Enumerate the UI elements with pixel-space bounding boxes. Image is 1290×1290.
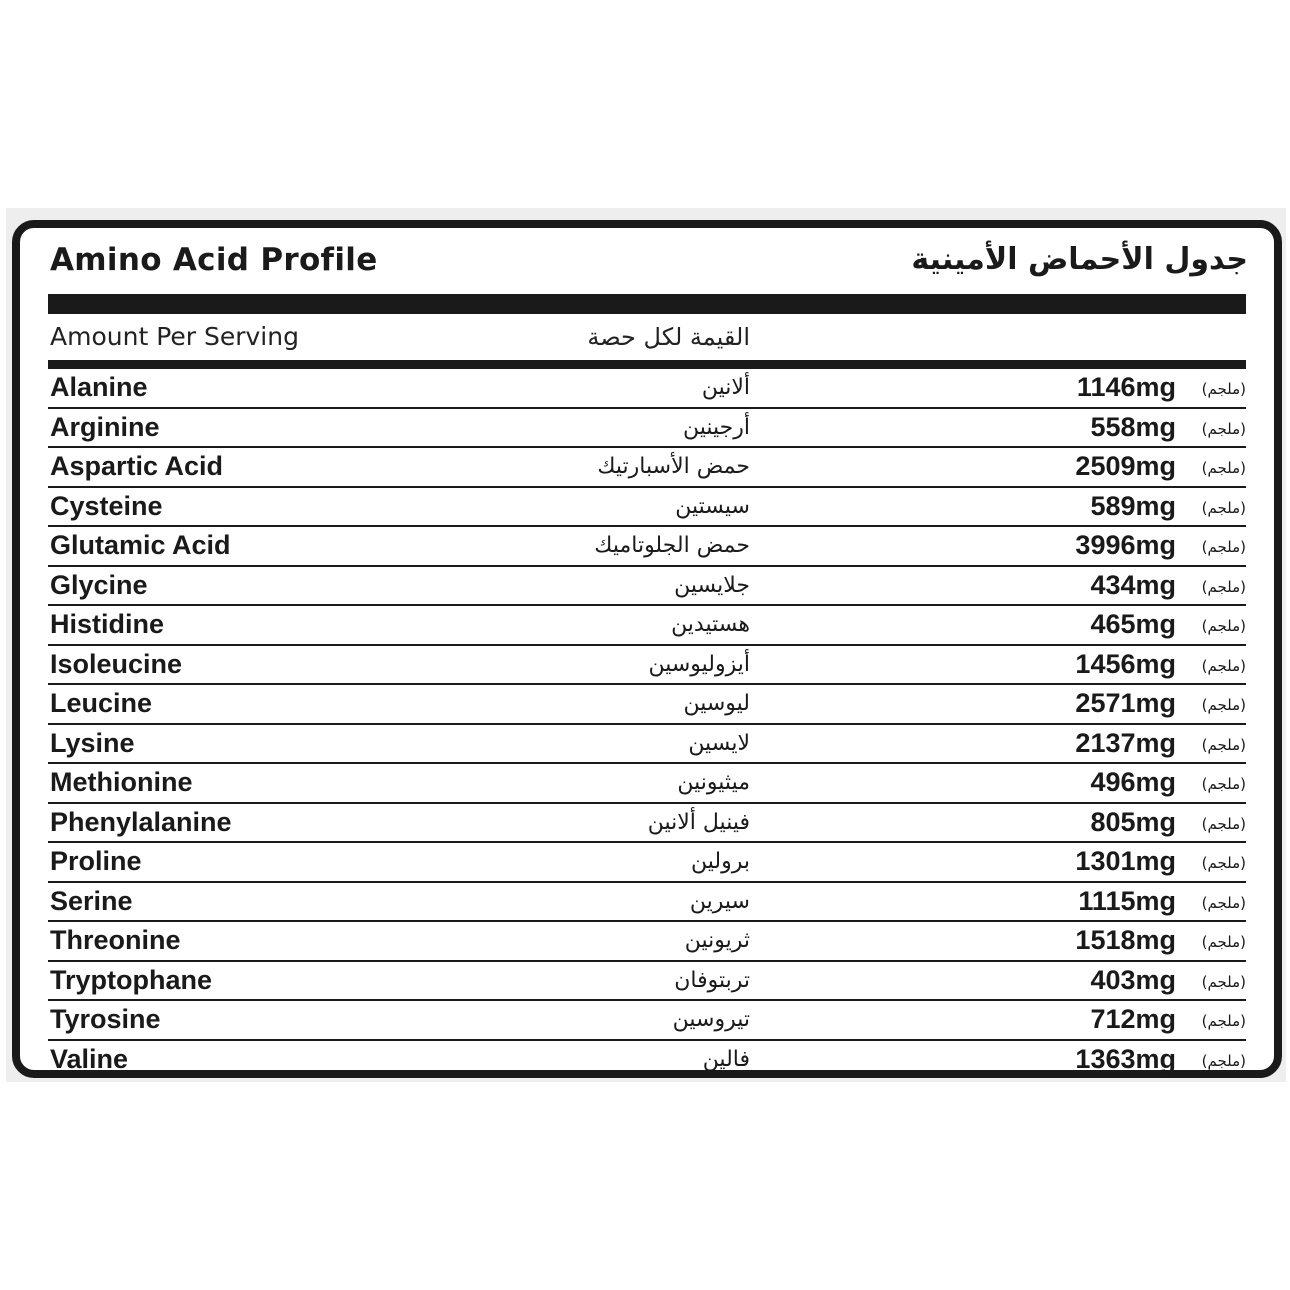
amount-unit-arabic: (ملجم) xyxy=(1201,459,1246,477)
amino-acid-name-english: Lysine xyxy=(50,727,135,758)
serving-label-arabic: القيمة لكل حصة xyxy=(587,323,750,351)
amino-acid-name-arabic: حمض الجلوتاميك xyxy=(594,533,750,558)
amino-acid-name-arabic: أرجينين xyxy=(683,414,750,440)
amino-acid-name-arabic: سيرين xyxy=(689,888,750,914)
header-divider-medium xyxy=(48,360,1246,369)
amino-acid-name-arabic: أيزوليوسين xyxy=(648,651,750,677)
amino-acid-name-arabic: لايسين xyxy=(688,730,750,756)
table-row xyxy=(48,567,1246,607)
amino-acid-name-arabic: برولين xyxy=(691,849,750,874)
table-row xyxy=(48,488,1246,528)
table-row xyxy=(48,409,1246,449)
amino-acid-name-english: Glutamic Acid xyxy=(50,530,231,560)
amino-acid-name-english: Alanine xyxy=(50,372,148,402)
amino-acid-name-arabic: ألانين xyxy=(701,375,750,400)
table-row xyxy=(48,843,1246,883)
amino-acid-name-english: Proline xyxy=(50,846,142,876)
amino-acid-amount: 1115mg xyxy=(1078,885,1176,916)
serving-label-english: Amount Per Serving xyxy=(50,322,299,351)
amino-acid-name-english: Arginine xyxy=(50,411,160,442)
table-row xyxy=(48,962,1246,1002)
amino-acid-name-english: Tyrosine xyxy=(50,1004,161,1034)
amount-unit-arabic: (ملجم) xyxy=(1201,538,1246,556)
amino-acid-amount: 1456mg xyxy=(1075,648,1176,679)
amino-acid-name-english: Cysteine xyxy=(50,490,163,521)
table-row xyxy=(48,922,1246,962)
amino-acid-amount: 805mg xyxy=(1090,806,1176,837)
amount-unit-arabic: (ملجم) xyxy=(1201,656,1246,675)
amino-acid-amount: 2571mg xyxy=(1075,688,1176,718)
header-divider-thick xyxy=(48,294,1246,314)
amino-acid-amount: 3996mg xyxy=(1075,530,1176,560)
amino-acid-amount: 558mg xyxy=(1090,411,1176,442)
amount-unit-arabic: (ملجم) xyxy=(1201,498,1246,517)
amount-unit-arabic: (ملجم) xyxy=(1201,775,1246,793)
amino-acid-amount: 1363mg xyxy=(1075,1043,1176,1074)
amino-acid-name-arabic: جلايسين xyxy=(674,572,750,598)
amino-acid-amount: 496mg xyxy=(1090,767,1176,797)
amino-acid-amount: 712mg xyxy=(1090,1004,1176,1034)
amino-acid-name-english: Valine xyxy=(50,1043,129,1074)
amino-acid-profile-table xyxy=(12,220,1282,1078)
amino-acid-name-arabic: ثريونين xyxy=(684,928,750,953)
amino-acid-amount: 1518mg xyxy=(1075,925,1176,955)
amino-acid-amount: 2137mg xyxy=(1075,727,1176,758)
amino-acid-name-english: Aspartic Acid xyxy=(50,451,224,481)
table-title-english: Amino Acid Profile xyxy=(50,242,378,278)
amount-unit-arabic: (ملجم) xyxy=(1201,854,1246,872)
amino-acid-name-english: Glycine xyxy=(50,569,148,600)
amino-acid-amount: 1146mg xyxy=(1076,372,1176,402)
amino-acid-name-arabic: هستيدين xyxy=(671,612,750,637)
table-row xyxy=(48,883,1246,923)
amino-acid-name-arabic: سيستين xyxy=(675,493,750,519)
amount-unit-arabic: (ملجم) xyxy=(1201,972,1246,991)
amino-acid-name-english: Leucine xyxy=(50,688,153,718)
amino-acid-amount: 1301mg xyxy=(1075,846,1176,876)
amount-unit-arabic: (ملجم) xyxy=(1201,814,1246,833)
amino-acid-rows xyxy=(48,369,1246,1080)
amino-acid-amount: 465mg xyxy=(1090,609,1176,639)
amount-unit-arabic: (ملجم) xyxy=(1201,1051,1246,1070)
table-row xyxy=(48,1001,1246,1041)
amount-unit-arabic: (ملجم) xyxy=(1201,893,1246,912)
amino-acid-name-english: Isoleucine xyxy=(50,648,183,679)
table-title-arabic: جدول الأحماض الأمينية xyxy=(911,242,1248,277)
amino-acid-amount: 434mg xyxy=(1090,569,1176,600)
table-row xyxy=(48,448,1246,488)
amino-acid-name-english: Phenylalanine xyxy=(50,806,232,837)
table-row xyxy=(48,646,1246,686)
amount-unit-arabic: (ملجم) xyxy=(1201,1012,1246,1030)
amino-acid-name-english: Threonine xyxy=(50,925,181,955)
amino-acid-name-arabic: حمض الأسبارتيك xyxy=(597,454,750,479)
amino-acid-name-english: Serine xyxy=(50,885,133,916)
amino-acid-amount: 403mg xyxy=(1090,964,1176,995)
amount-unit-arabic: (ملجم) xyxy=(1201,735,1246,754)
table-row xyxy=(48,606,1246,646)
table-row xyxy=(48,369,1246,409)
amino-acid-name-arabic: فالين xyxy=(702,1046,750,1072)
table-row xyxy=(48,804,1246,844)
amino-acid-name-english: Tryptophane xyxy=(50,964,213,995)
amino-acid-amount: 2509mg xyxy=(1075,451,1176,481)
amount-unit-arabic: (ملجم) xyxy=(1201,419,1246,438)
amount-unit-arabic: (ملجم) xyxy=(1201,696,1246,714)
table-row xyxy=(48,527,1246,567)
amino-acid-name-arabic: فينيل ألانين xyxy=(647,809,750,835)
table-row xyxy=(48,685,1246,725)
table-row xyxy=(48,764,1246,804)
amino-acid-name-arabic: ميثيونين xyxy=(677,770,750,795)
table-row xyxy=(48,725,1246,765)
amount-unit-arabic: (ملجم) xyxy=(1201,577,1246,596)
amino-acid-name-english: Histidine xyxy=(50,609,165,639)
amino-acid-name-arabic: ليوسين xyxy=(683,691,750,716)
table-row xyxy=(48,1041,1246,1081)
amino-acid-name-arabic: تيروسين xyxy=(672,1007,750,1032)
amino-acid-name-english: Methionine xyxy=(50,767,193,797)
amino-acid-name-arabic: تربتوفان xyxy=(674,967,750,993)
amount-unit-arabic: (ملجم) xyxy=(1201,617,1246,635)
amount-unit-arabic: (ملجم) xyxy=(1201,933,1246,951)
amino-acid-amount: 589mg xyxy=(1090,490,1176,521)
amount-unit-arabic: (ملجم) xyxy=(1201,380,1246,398)
